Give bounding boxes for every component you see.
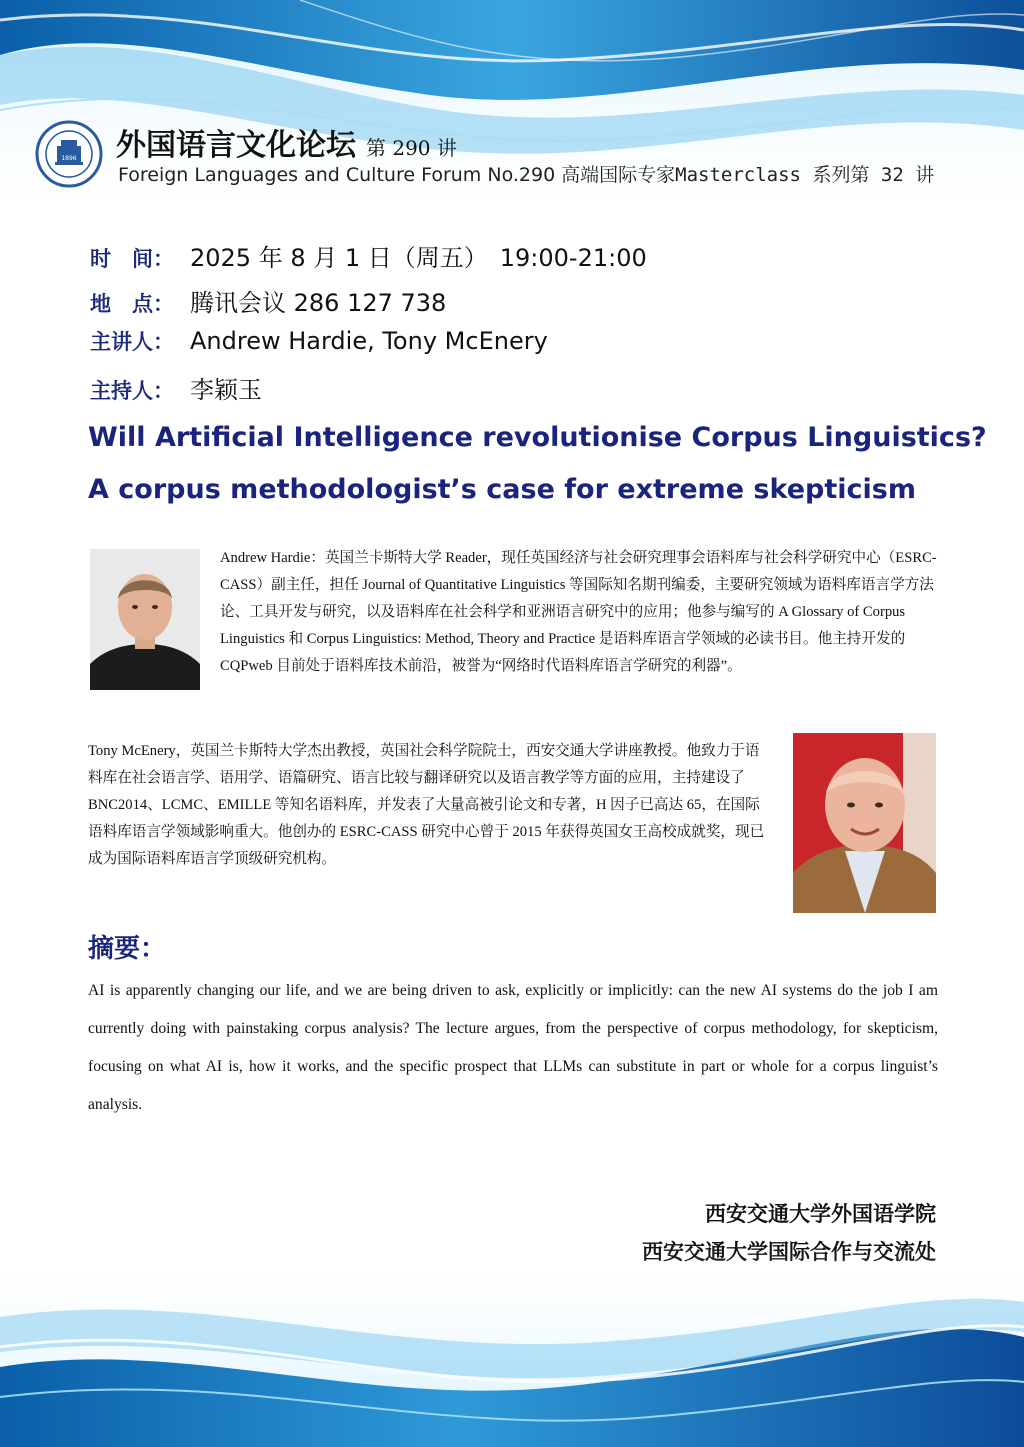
info-host	[90, 370, 262, 405]
talk-title-line2: A corpus methodologist’s case for extreme skepticism	[88, 474, 916, 505]
abstract-text: AI is apparently changing our life, and we are being driven to ask, explicitly or implicitly: can the new AI systems do the job I am currently doing with painstaking corpus analysis? The lecture argues, from the perspective of corpus methodology, for skepticism, focusing on what AI is, how it works, and the specific prospect that LLMs can substitute in part or whole for a corpus linguist’s analysis.	[88, 982, 938, 1113]
svg-text:1896: 1896	[61, 155, 77, 162]
abstract-heading: 摘要：	[88, 934, 167, 964]
forum-title	[116, 120, 457, 164]
top-wave-decoration	[0, 0, 1024, 235]
forum-subtitle	[118, 160, 934, 187]
forum-title-cn: 外国语言文化论坛	[116, 128, 356, 163]
forum-number: 第 290 讲	[366, 136, 457, 160]
place-value: 腾讯会议 286 127 738	[190, 289, 447, 317]
time-label: 时 间：	[90, 246, 174, 271]
info-speaker	[90, 326, 548, 356]
host-label: 主持人：	[90, 378, 174, 403]
forum-title-en: Foreign Languages and Culture Forum No.290	[118, 164, 556, 186]
hardie-photo	[90, 549, 200, 690]
hardie-bio: Andrew Hardie：英国兰卡斯特大学 Reader，现任英国经济与社会研究理事会语料库与社会科学研究中心（ESRC-CASS）副主任，担任 Journal of Quantitative Linguistics 等国际知名期刊编委，主要研究领域为语料库语言学方法论、工具开发与研究，以及语料库在社会科学和亚洲语言研究中的应用；他参与编写的 A Glossary of Corpus Linguistics 和 Corpus Linguistics: Method, Theory and Practice 是语料库语言学领域的必读书目。他主持开发的 CQPweb 目前处于语料库技术前沿，被誉为“网络时代语料库语言学研究的利器”。	[220, 550, 937, 674]
organizer-1: 西安交通大学外国语学院	[705, 1201, 936, 1226]
talk-title-line1: Will Artificial Intelligence revolutionise Corpus Linguistics?	[88, 422, 987, 453]
bottom-wave-decoration	[0, 1247, 1024, 1447]
masterclass-series: 高端国际专家Masterclass 系列第 32 讲	[561, 164, 935, 186]
speaker-value: Andrew Hardie, Tony McEnery	[190, 327, 548, 355]
time-value: 2025 年 8 月 1 日（周五） 19:00-21:00	[190, 244, 647, 272]
university-logo	[35, 120, 103, 188]
mcenery-bio: Tony McEnery，英国兰卡斯特大学杰出教授，英国社会科学院院士，西安交通大学讲座教授。他致力于语料库在社会语言学、语用学、语篇研究、语言比较与翻译研究以及语言教学等方面的应用，主持建设了 BNC2014、LCMC、EMILLE 等知名语料库，并发表了大量高被引论文和专著，H 因子已高达 65，在国际语料库语言学领域影响重大。他创办的 ESRC-CASS 研究中心曾于 2015 年获得英国女王高校成就奖，现已成为国际语料库语言学顶级研究机构。	[88, 743, 765, 867]
place-label: 地 点：	[90, 291, 174, 316]
host-value: 李颖玉	[190, 376, 262, 404]
info-time	[90, 238, 647, 273]
info-place	[90, 283, 446, 318]
speaker-label: 主讲人：	[90, 329, 174, 354]
mcenery-photo	[793, 733, 936, 913]
